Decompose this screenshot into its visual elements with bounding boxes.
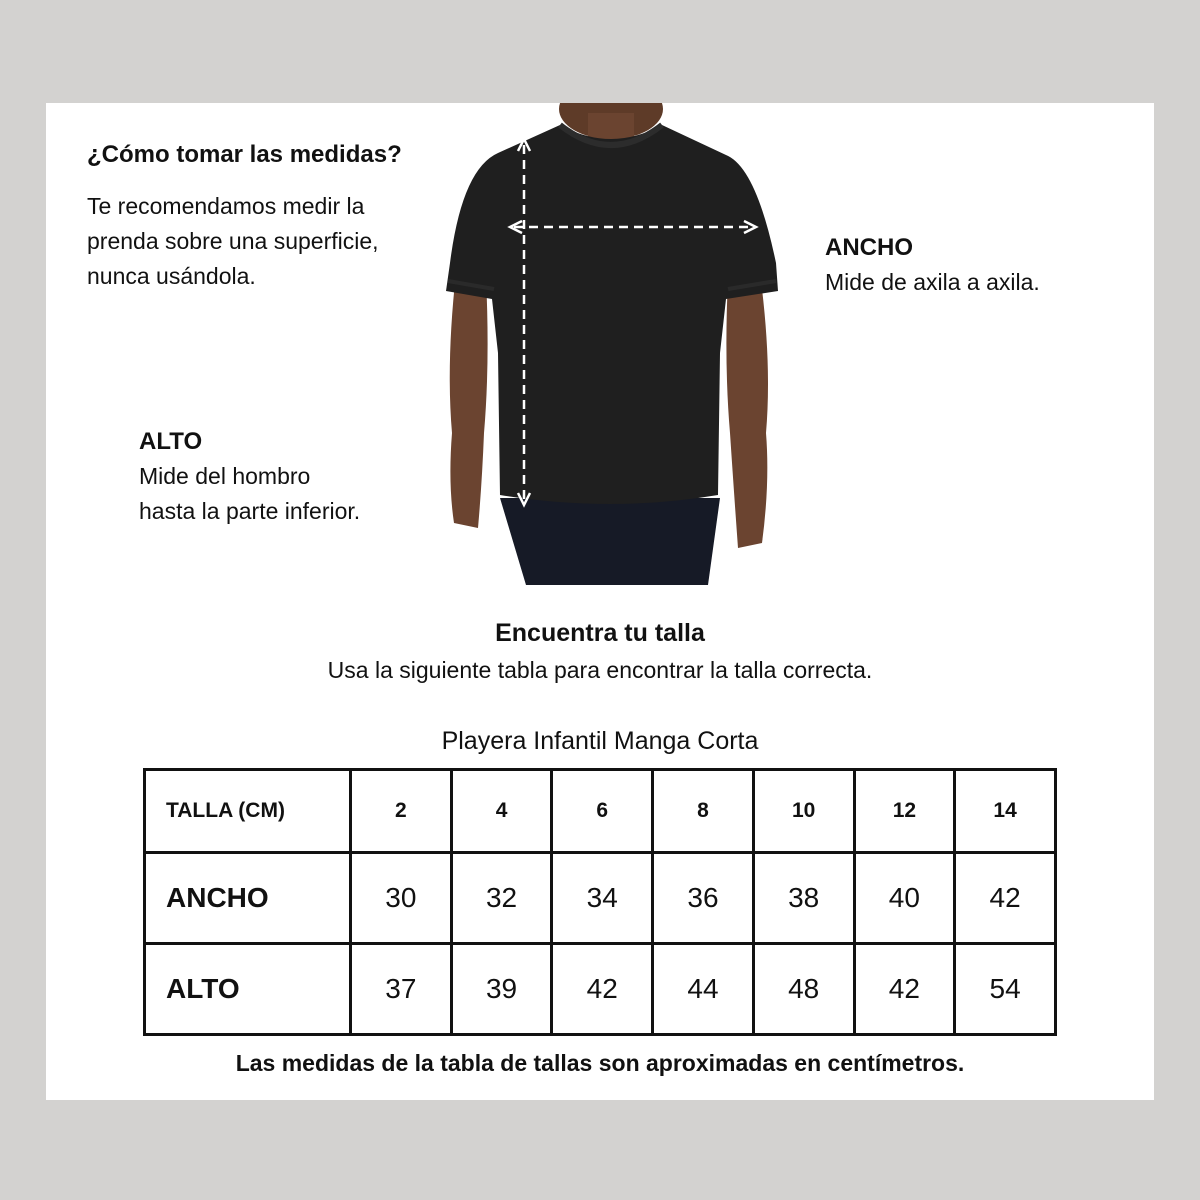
value-cell: 36 xyxy=(653,853,754,944)
alto-desc-line: hasta la parte inferior. xyxy=(139,498,361,524)
value-cell: 42 xyxy=(854,944,955,1035)
ancho-explanation xyxy=(825,230,1040,300)
value-cell: 32 xyxy=(451,853,552,944)
alto-title: ALTO xyxy=(139,428,203,455)
value-cell: 40 xyxy=(854,853,955,944)
size-table xyxy=(143,768,1057,1036)
size-cell: 10 xyxy=(753,770,854,853)
howto-line: Te recomendamos medir la xyxy=(87,193,365,219)
value-cell: 34 xyxy=(552,853,653,944)
size-cell: 6 xyxy=(552,770,653,853)
header-cell: TALLA (CM) xyxy=(145,770,351,853)
value-cell: 48 xyxy=(753,944,854,1035)
find-size-title: Encuentra tu talla xyxy=(495,619,705,647)
howto-body xyxy=(87,189,437,294)
value-cell: 42 xyxy=(955,853,1056,944)
value-cell: 30 xyxy=(351,853,452,944)
row-label: ALTO xyxy=(145,944,351,1035)
value-cell: 54 xyxy=(955,944,1056,1035)
table-row xyxy=(145,853,1056,944)
ancho-desc: Mide de axila a axila. xyxy=(825,269,1040,295)
table-caption: Playera Infantil Manga Corta xyxy=(441,727,759,755)
value-cell: 42 xyxy=(552,944,653,1035)
child-tshirt-illustration xyxy=(438,103,788,585)
size-cell: 4 xyxy=(451,770,552,853)
value-cell: 44 xyxy=(653,944,754,1035)
size-guide-card xyxy=(46,103,1154,1100)
howto-line: prenda sobre una superficie, xyxy=(87,228,379,254)
value-cell: 38 xyxy=(753,853,854,944)
size-cell: 14 xyxy=(955,770,1056,853)
size-cell: 12 xyxy=(854,770,955,853)
table-header-row xyxy=(145,770,1056,853)
size-cell: 2 xyxy=(351,770,452,853)
table-row xyxy=(145,944,1056,1035)
value-cell: 37 xyxy=(351,944,452,1035)
row-label: ANCHO xyxy=(145,853,351,944)
size-cell: 8 xyxy=(653,770,754,853)
howto-line: nunca usándola. xyxy=(87,263,256,289)
find-size-subtitle: Usa la siguiente tabla para encontrar la talla correcta. xyxy=(327,657,873,683)
approximation-note: Las medidas de la tabla de tallas son aproximadas en centímetros. xyxy=(235,1050,965,1076)
ancho-title: ANCHO xyxy=(825,234,913,261)
value-cell: 39 xyxy=(451,944,552,1035)
howto-title: ¿Cómo tomar las medidas? xyxy=(87,141,402,168)
alto-desc-line: Mide del hombro xyxy=(139,463,311,489)
alto-explanation xyxy=(139,424,360,529)
